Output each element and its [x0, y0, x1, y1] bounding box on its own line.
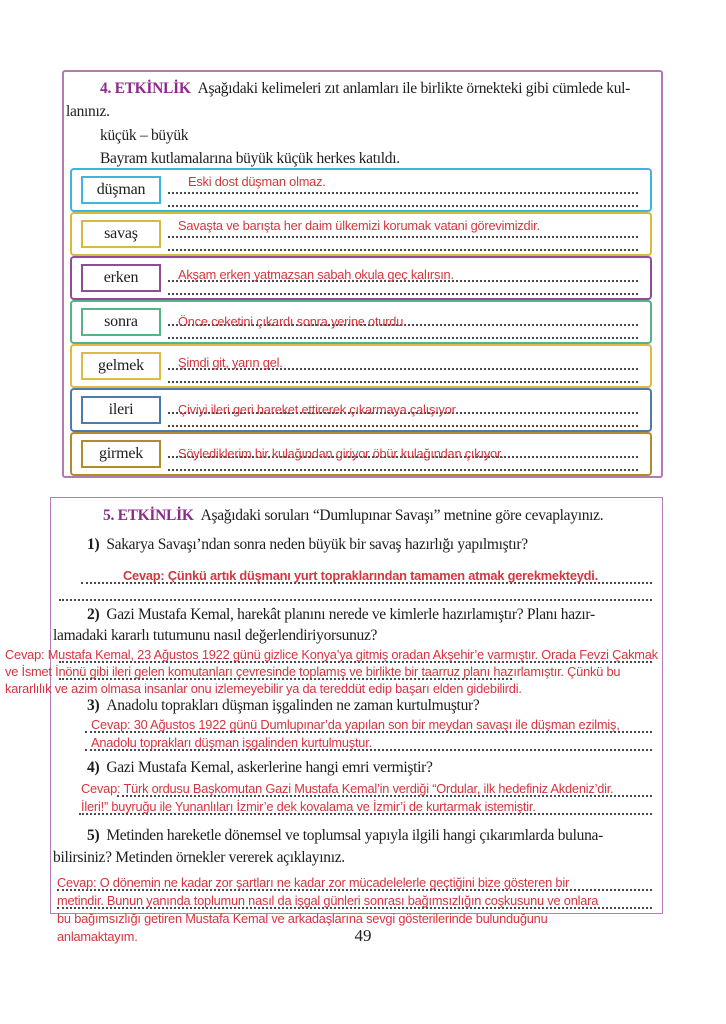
word-row-erken [70, 256, 652, 300]
word-label: sonra [104, 313, 138, 330]
handwritten-answer-2-line3: kararlılık ve azim olmasa insanlar onu izlemeyebilir ya da tereddüt edip başarı elden gidebilirdi. [5, 681, 522, 696]
word-row-savas [70, 212, 652, 256]
question-3 [87, 697, 479, 715]
word-label: girmek [98, 445, 144, 462]
activity-5-instruction: Aşağıdaki soruları “Dumlupınar Savaşı” metnine göre cevaplayınız. [200, 507, 604, 524]
dotted-answer-line [168, 205, 638, 207]
example-sentence: Bayram kutlamalarına büyük küçük herkes katıldı. [100, 150, 400, 167]
handwritten-answer: Savaşta ve barışta her daim ülkemizi korumak vatani görevimizdir. [178, 218, 540, 233]
handwritten-answer-5-line3: bu bağımsızlığı getiren Mustafa Kemal ve arkadaşlarına sevgi gösterilerinde bulunduğunu [57, 911, 548, 926]
word-label-box [81, 176, 161, 204]
question-1-number: 1) [87, 536, 100, 553]
handwritten-answer-1: Cevap: Çünkü artık düşmanı yurt topraklarından tamamen atmak gerekmekteydi. [123, 568, 598, 583]
example-word-pair: küçük – büyük [100, 127, 189, 144]
dotted-answer-line [168, 192, 638, 194]
word-label-box [81, 396, 161, 424]
word-label-box [81, 264, 161, 292]
page-number: 49 [354, 926, 372, 945]
word-row-dusman [70, 168, 652, 212]
question-2-text-line1: Gazi Mustafa Kemal, harekât planını nerede ve kimlerle hazırlamıştır? Planı hazır- [106, 606, 595, 623]
dotted-answer-line [168, 293, 638, 295]
dotted-answer-line [168, 469, 638, 471]
handwritten-answer: Akşam erken yatmazsan sabah okula geç kalırsın. [178, 267, 454, 282]
handwritten-answer: Söylediklerim bir kulağından giriyor öbür kulağından çıkıyor. [178, 446, 504, 461]
activity-5-title: 5. ETKİNLİK [103, 507, 194, 524]
activity-4-section [62, 70, 663, 478]
word-row-ileri [70, 388, 652, 432]
word-label: gelmek [98, 357, 144, 374]
handwritten-answer-3-line2: Anadolu toprakları düşman işgalinden kurtulmuştur. [91, 735, 372, 750]
handwritten-answer: Şimdi git, yarın gel. [178, 355, 283, 370]
question-4-number: 4) [87, 759, 100, 776]
handwritten-answer-4-line1: Cevap: Türk ordusu Başkomutan Gazi Mustafa Kemal’in verdiği “Ordular, ilk hedefiniz Akdeniz’dir. [81, 781, 614, 796]
handwritten-answer-2-line2: ve İsmet İnönü gibi ileri gelen komutanları çevresinde toplamış ve birlikte bir taarruz planı hazırlamıştır. Çünkü bu [5, 664, 621, 679]
question-1-text: Sakarya Savaşı’ndan sonra neden büyük bir savaş hazırlığı yapılmıştır? [106, 536, 528, 553]
activity-4-instruction-line2: lanınız. [66, 103, 110, 120]
question-2 [87, 606, 595, 624]
handwritten-answer-5-line1: Cevap: O dönemin ne kadar zor şartları ne kadar zor mücadelelerle geçtiğini bize gösteren bir [57, 875, 570, 890]
dotted-answer-line [168, 249, 638, 251]
activity-4-instruction-line1: Aşağıdaki kelimeleri zıt anlamları ile birlikte örnekteki gibi cümlede kul- [197, 80, 631, 97]
handwritten-answer-5-line2: metindir. Bunun yanında toplumun nasıl da işgal günleri sonrası bağımsızlığın coşkusunu ve onlara [57, 893, 599, 908]
word-label-box [81, 308, 161, 336]
word-row-sonra [70, 300, 652, 344]
activity-5-header [103, 507, 603, 525]
word-label: erken [103, 269, 139, 286]
handwritten-answer: Önce ceketini çıkardı sonra yerine oturdu. [178, 314, 407, 329]
dotted-answer-line [168, 425, 638, 427]
question-4 [87, 759, 433, 777]
word-label: savaş [104, 225, 138, 242]
question-1 [87, 536, 528, 554]
word-label-box [81, 220, 161, 248]
dotted-answer-line [168, 236, 638, 238]
question-3-number: 3) [87, 697, 100, 714]
question-3-text: Anadolu toprakları düşman işgalinden ne zaman kurtulmuştur? [106, 697, 480, 714]
activity-4-header [100, 80, 630, 98]
activity-4-title: 4. ETKİNLİK [100, 80, 191, 97]
word-label: düşman [96, 181, 146, 198]
question-2-text-line2: lamadaki kararlı tutumunu nasıl değerlendiriyorsunuz? [53, 627, 378, 644]
question-4-text: Gazi Mustafa Kemal, askerlerine hangi emri vermiştir? [106, 759, 433, 776]
handwritten-answer: Çiviyi ileri geri hareket ettirerek çıkarmaya çalışıyor. [178, 402, 459, 417]
handwritten-answer-3-line1: Cevap: 30 Ağustos 1922 günü Dumlupınar’da yapılan son bir meydan savaşı ile düşman ezilmiş, [91, 717, 620, 732]
dotted-answer-line [168, 381, 638, 383]
question-5-number: 5) [87, 827, 100, 844]
dotted-answer-line [168, 337, 638, 339]
dotted-answer-line [59, 599, 652, 601]
handwritten-answer-5-line4: anlamaktayım. [57, 929, 138, 944]
handwritten-answer-2-line1: Cevap: Mustafa Kemal, 23 Ağustos 1922 günü gizlice Konya’ya gitmiş oradan Akşehir’e varmıştır. Orada Fevzi Çakmak [5, 647, 658, 662]
question-5-text-line2: bilirsiniz? Metinden örnekler vererek açıklayınız. [53, 849, 345, 866]
handwritten-answer: Eski dost düşman olmaz. [188, 174, 326, 189]
word-row-gelmek [70, 344, 652, 388]
word-label: ileri [108, 401, 134, 418]
question-2-number: 2) [87, 606, 100, 623]
handwritten-answer-4-line2: İleri!” buyruğu ile Yunanlıları İzmir’e dek kovalama ve İzmir’i de kurtarmak istemiştir. [81, 799, 536, 814]
question-5-text-line1: Metinden hareketle dönemsel ve toplumsal yapıyla ilgili hangi çıkarımlarda buluna- [106, 827, 603, 844]
word-row-girmek [70, 432, 652, 476]
word-label-box [81, 440, 161, 468]
word-label-box [81, 352, 161, 380]
question-5 [87, 827, 603, 845]
